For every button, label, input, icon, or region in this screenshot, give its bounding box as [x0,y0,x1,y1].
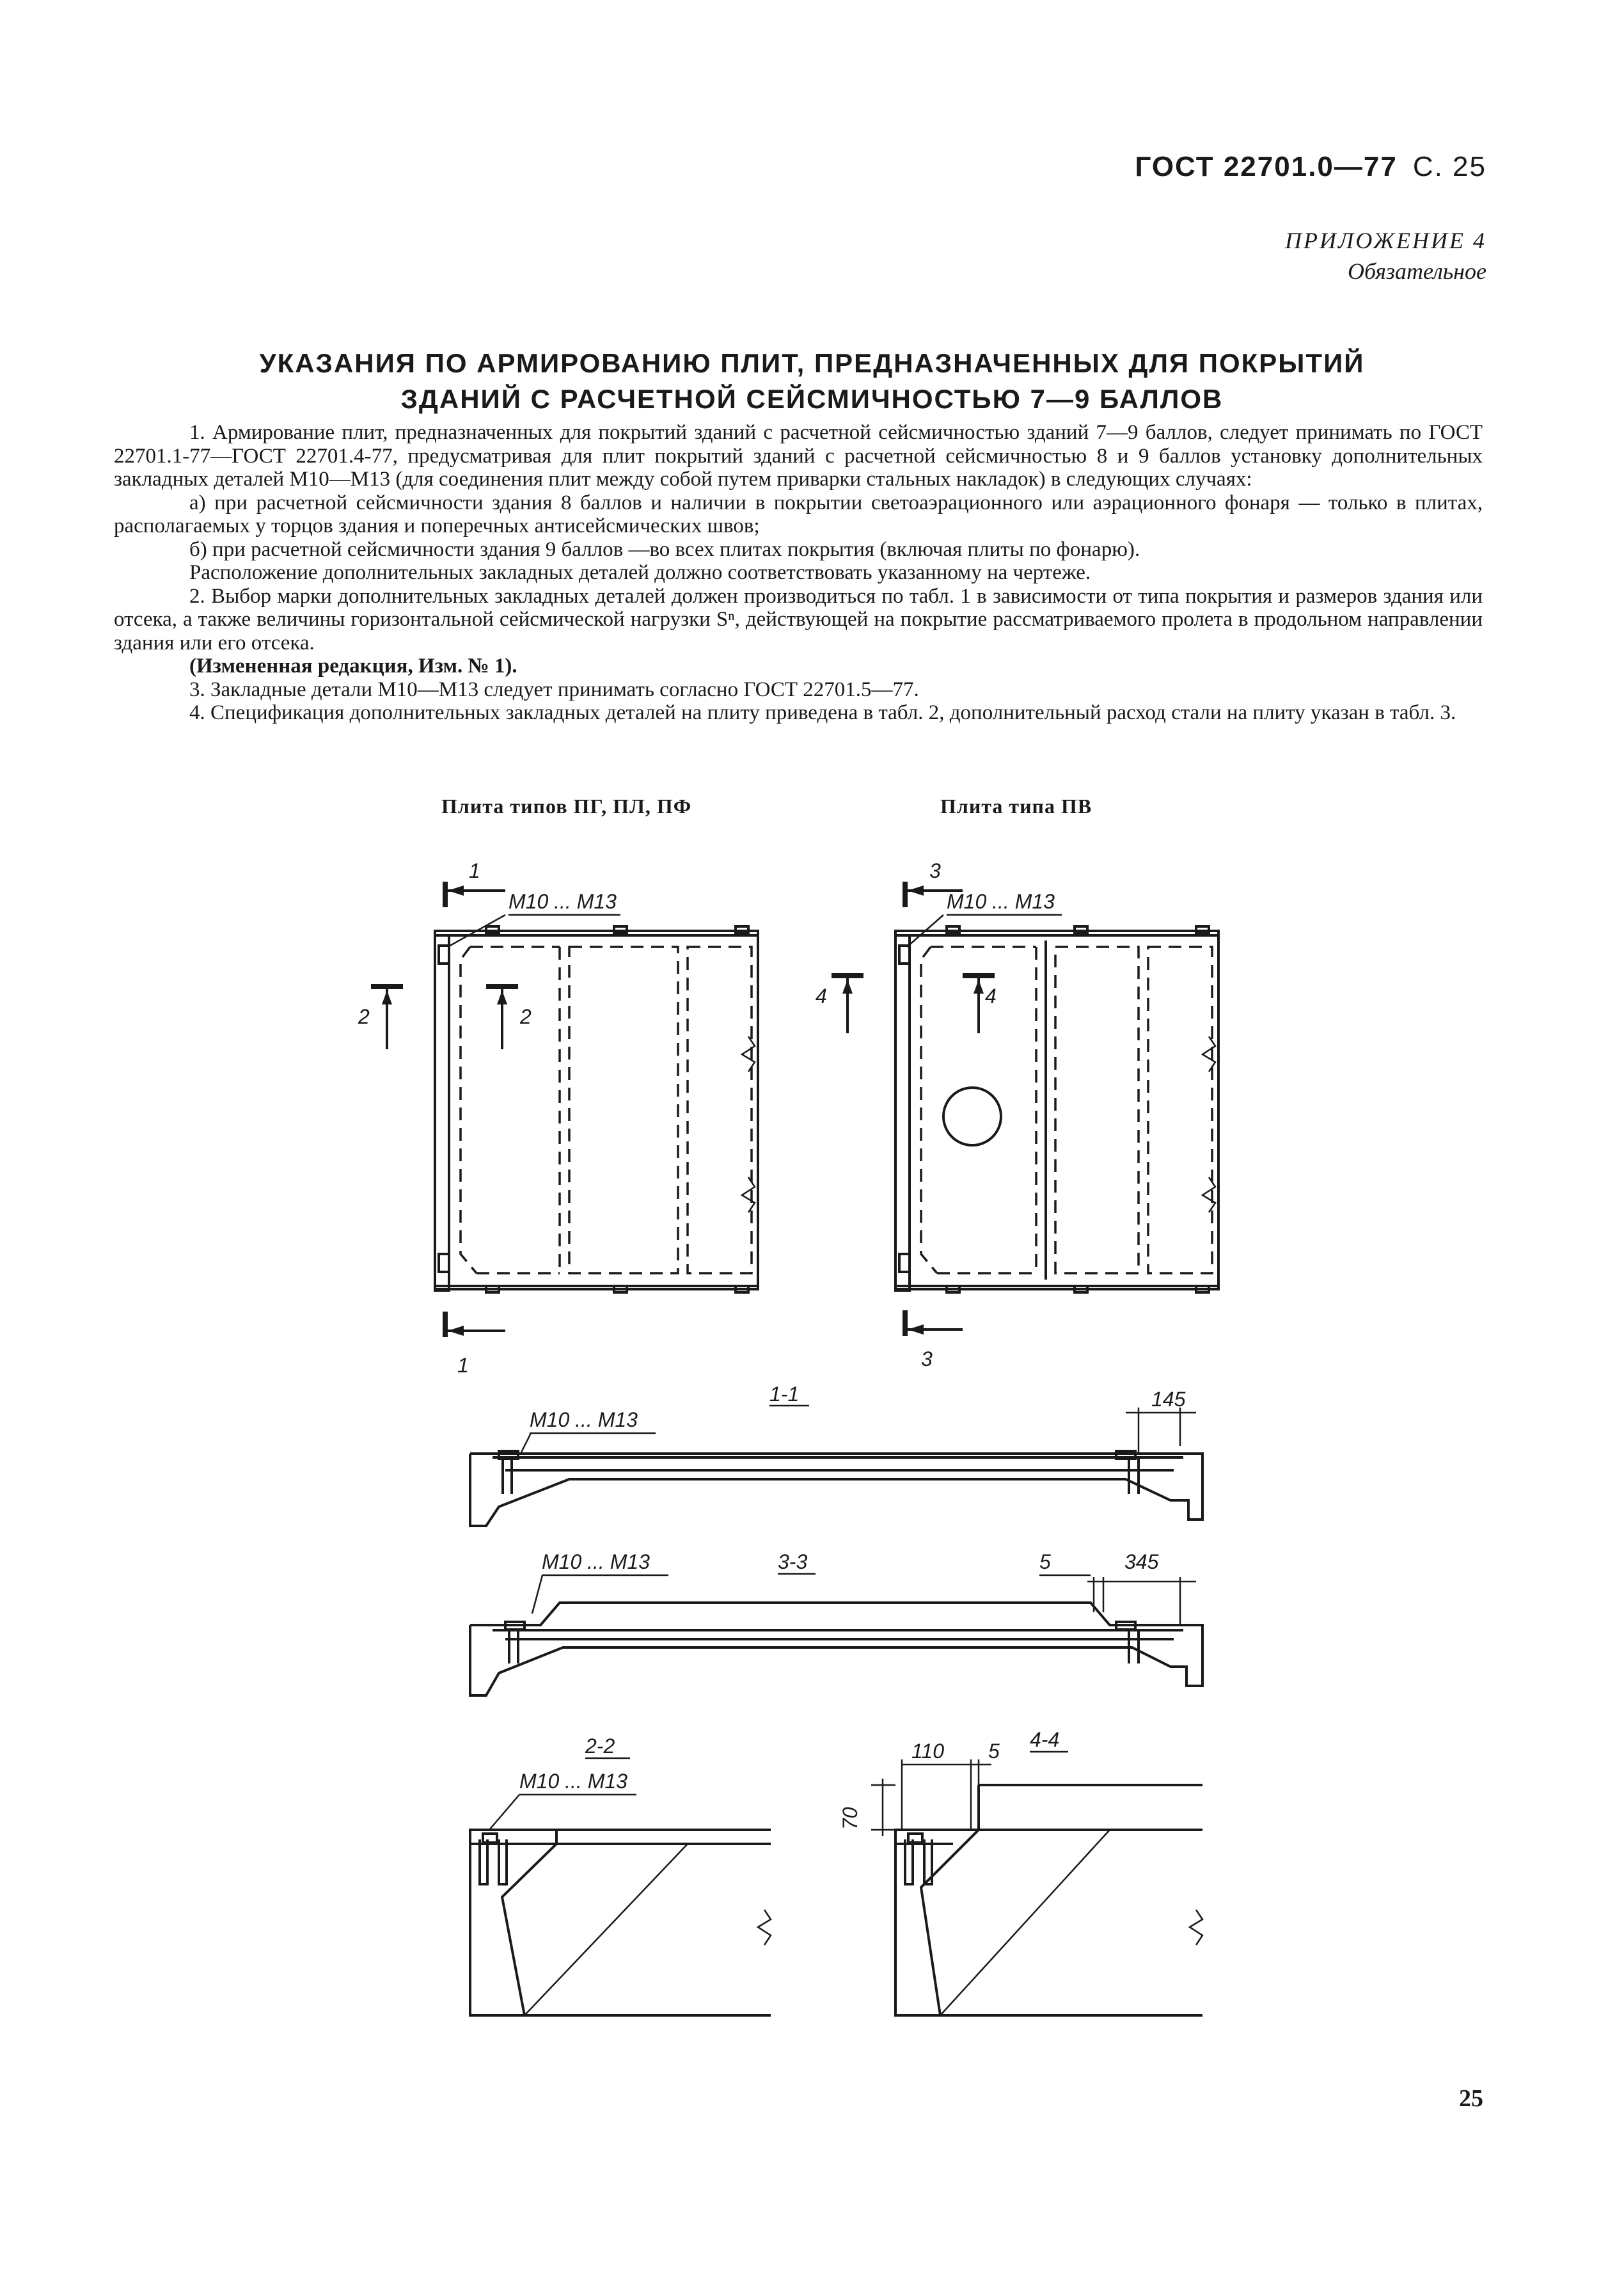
cut-2-left-label: 2 [358,1005,370,1028]
paragraph-1: 1. Армирование плит, предназначенных для покрытий зданий с расчетной сейсмичностью зданий 7—9 баллов, следует принимать по ГОСТ 22701.1-77—ГОСТ 22701.4-77, предусматривая для плит покрытий зданий с расчетной сейсмичностью 8 и 9 баллов установку дополнительных закладных деталей М10—М13 (для соединения плит между собой путем приварки стальных накладок) в следующих случаях: [114,421,1483,491]
standard-code: ГОСТ 22701.0—77 [1135,151,1398,182]
paragraph-4: 4. Спецификация дополнительных закладных деталей на плиту приведена в табл. 2, дополнительный расход стали на плиту указан в табл. 3. [189,701,1456,724]
paragraph-3: 3. Закладные детали М10—М13 следует принимать согласно ГОСТ 22701.5—77. [189,678,919,701]
dim-5-section-3: 5 [1039,1550,1051,1573]
amendment-note: (Измененная редакция, Изм. № 1). [189,655,517,678]
cut-3-bottom-label: 3 [921,1347,933,1370]
title-line-1: УКАЗАНИЯ ПО АРМИРОВАНИЮ ПЛИТ, ПРЕДНАЗНАЧЕННЫХ ДЛЯ ПОКРЫТИЙ [259,348,1365,378]
dim-70: 70 [839,1807,862,1830]
mark-label-section-1: М10 ... М13 [530,1408,638,1431]
paragraph-2: 2. Выбор марки дополнительных закладных деталей должен производиться по табл. 1 в зависимости от типа покрытия и размеров здания или отсека, а также величины горизонтальной сейсмической нагрузки Sⁿ, действующей на покрытие рассматриваемого пролета в продольном направлении здания или его отсека. [114,584,1483,655]
dim-110: 110 [911,1740,945,1763]
plan-plate-pv [816,859,1218,1370]
cut-2-right-label: 2 [520,1005,532,1028]
mark-label-section-3: М10 ... М13 [542,1550,650,1573]
mark-label-section-2: М10 ... М13 [519,1770,627,1793]
paragraph-placement: Расположение дополнительных закладных деталей должно соответствовать указанному на чертеже. [189,561,1091,584]
section-4-4-label: 4-4 [1030,1728,1060,1751]
plan-plate-pg-pl-pf [358,859,758,1377]
section-3-3-label: 3-3 [778,1550,808,1573]
section-1-1-label: 1-1 [769,1383,800,1406]
appendix-number: ПРИЛОЖЕНИЕ 4 [1285,228,1486,253]
dim-145: 145 [1151,1388,1186,1411]
page-number: 25 [1459,2085,1483,2112]
cut-3-top-label: 3 [929,859,941,882]
caption-left: Плита типов ПГ, ПЛ, ПФ [441,795,692,818]
section-4-4 [839,1728,1202,2015]
section-2-2 [470,1734,771,2015]
cut-1-top-label: 1 [469,859,480,882]
caption-right: Плита типа ПВ [940,795,1092,818]
section-2-2-label: 2-2 [585,1734,615,1758]
appendix-status: Обязательное [1348,258,1486,284]
title-line-2: ЗДАНИЙ С РАСЧЕТНОЙ СЕЙСМИЧНОСТЬЮ 7—9 БАЛЛОВ [400,384,1224,414]
paragraph-1a: а) при расчетной сейсмичности здания 8 баллов и наличии в покрытии светоаэрационного или аэрационного фонаря — только в плитах, располагаемых у торцов здания и поперечных антисейсмических швов; [114,491,1483,537]
cut-4-right-label: 4 [985,985,997,1008]
mark-label-left-plan: М10 ... М13 [508,890,617,913]
section-1-1 [470,1383,1202,1526]
section-3-3 [470,1550,1202,1695]
page-ref: С. 25 [1412,151,1486,182]
cut-1-bottom-label: 1 [457,1354,469,1377]
dim-5-section-4: 5 [988,1740,1000,1763]
paragraph-1b: б) при расчетной сейсмичности здания 9 баллов —во всех плитах покрытия (включая плиты по фонарю). [189,537,1140,561]
dim-345: 345 [1124,1550,1159,1573]
cut-4-left-label: 4 [816,985,827,1008]
mark-label-right-plan: М10 ... М13 [947,890,1055,913]
